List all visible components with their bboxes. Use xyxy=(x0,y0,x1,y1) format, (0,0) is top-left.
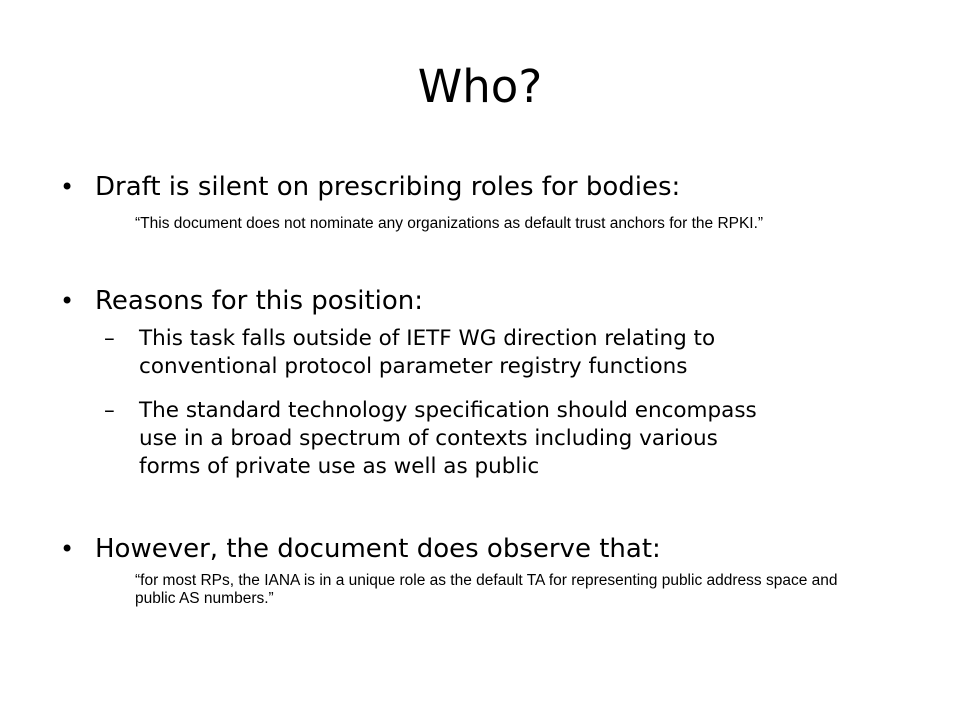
quote-iana-role: “for most RPs, the IANA is in a unique role as the default TA for representing public address space and public AS numbers.” xyxy=(135,572,838,607)
subitem-line: This task falls outside of IETF WG direction relating to xyxy=(139,326,716,351)
dash-icon: – xyxy=(104,398,115,423)
subitem-line: forms of private use as well as public xyxy=(139,454,540,479)
quote-trust-anchors: “This document does not nominate any organizations as default trust anchors for the RPKI.” xyxy=(135,215,764,232)
subitem-line: use in a broad spectrum of contexts including various xyxy=(139,426,718,451)
dash-icon: – xyxy=(104,326,115,351)
slide-title: Who? xyxy=(417,60,543,113)
bullet-text: Draft is silent on prescribing roles for bodies: xyxy=(95,172,681,202)
subitem-line: The standard technology specification should encompass xyxy=(139,398,757,423)
bullet-icon: • xyxy=(60,287,75,315)
bullet-icon: • xyxy=(60,535,75,563)
subitem-line: conventional protocol parameter registry functions xyxy=(139,354,688,379)
bullet-text: However, the document does observe that: xyxy=(95,534,661,564)
bullet-text: Reasons for this position: xyxy=(95,286,424,316)
bullet-icon: • xyxy=(60,173,75,201)
